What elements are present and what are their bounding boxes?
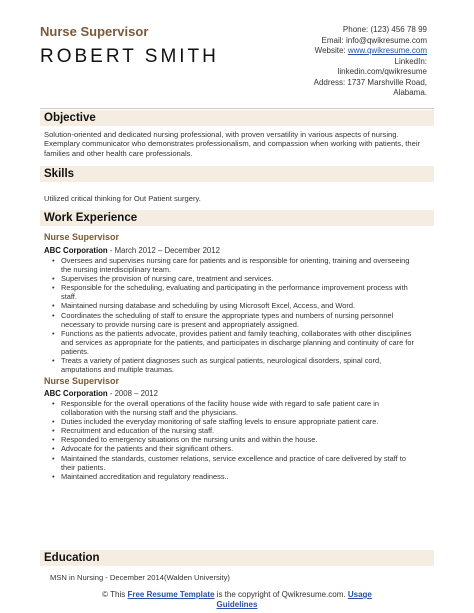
list-item: • Maintained the standards, customer relations, service excellence and practice of care delivered by staff to their patients. [52,454,420,472]
linkedin-label: LinkedIn: [394,56,427,66]
list-item: • Maintained accreditation and regulatory readiness.. [52,472,420,481]
guidelines-link[interactable]: Guidelines [216,600,258,609]
job-1-company-line [44,246,220,255]
address-city: Alabama. [393,88,427,97]
free-resume-template-link[interactable]: Free Resume Template [127,590,215,599]
list-item: • Supervises the provision of nursing care, treatment and services. [52,274,420,283]
objective-text: Solution-oriented and dedicated nursing professional, with proven versatility in various aspects of nursing. Exemplary communicator who demonstrates professionalism, and compassion when working with patients, their families and other health care professionals. [44,130,421,158]
phone: Phone: (123) 456 78 99 [342,25,427,34]
footer-prefix: © This [102,590,128,599]
job-1-title: Nurse Supervisor [44,232,120,242]
job-title: Nurse Supervisor [40,24,149,39]
skills-text: Utilized critical thinking for Out Patient surgery. [44,194,201,203]
list-item: • Recruitment and education of the nursing staff. [52,426,420,435]
job-1-company: ABC Corporation [44,246,108,255]
education-text: MSN in Nursing - December 2014(Walden University) [50,573,230,582]
list-item: • Oversees and supervises nursing care for patients and is responsible for orienting, training and overseeing the nursing interdisciplinary team. [52,256,420,274]
list-item: • Responsible for the scheduling, evaluating and participating in the performance improvement process with staff. [52,283,420,301]
job-2-company: ABC Corporation [44,389,108,398]
education-heading: Education [40,550,434,566]
skills-heading: Skills [40,166,434,182]
usage-link[interactable]: Usage [347,590,372,599]
footer-middle: is the copyright of Qwikresume.com. [214,590,348,599]
list-item: • Advocate for the patients and their significant others. [52,444,420,453]
website-line [207,46,427,57]
job-2-title: Nurse Supervisor [44,376,120,386]
job-2-dates: - 2008 – 2012 [107,389,158,398]
website-link[interactable]: www.qwikresume.com [347,46,427,55]
list-item: • Duties included the everyday monitoring of safe staffing levels to ensure appropriate patient care. [52,417,420,426]
job-2-bullets [52,399,420,481]
copyright-footer [0,590,474,610]
email: Email: info@qwikresume.com [321,35,427,45]
list-item: • Responded to emergency situations on the nursing units and within the house. [52,435,420,444]
job-2-company-line [44,389,158,398]
list-item: • Treats a variety of patient diagnoses such as surgical patients, neurological disorders, spinal cord, amputations and multiple traumas. [52,356,420,374]
experience-heading: Work Experience [40,210,434,226]
address: Address: 1737 Marshville Road, [313,77,427,87]
list-item: • Coordinates the scheduling of staff to ensure the appropriate types and numbers of nursing personnel necessary to provide nursing care is present and appropriately assigned. [52,311,420,329]
objective-heading: Objective [40,110,434,126]
job-1-bullets [52,256,420,374]
list-item: • Maintained nursing database and scheduling by using Microsoft Excel, Access, and Word. [52,301,420,310]
divider [40,108,434,109]
list-item: • Responsible for the overall operations of the facility house wide with regard to safe patient care in collaboration with the nursing staff and the physicians. [52,399,420,417]
job-1-dates: - March 2012 – December 2012 [107,246,220,255]
contact-info [207,25,427,99]
list-item: • Functions as the patients advocate, provides patient and family teaching, collaborates with other disciplines and services as appropriate for the patients, and participates in discharge planning and continuity of care for patients. [52,329,420,356]
website-label: Website: [314,46,348,55]
linkedin-url: linkedin.com/qwikresume [337,67,427,76]
resume-header [0,0,474,105]
candidate-name: ROBERT SMITH [40,46,219,67]
